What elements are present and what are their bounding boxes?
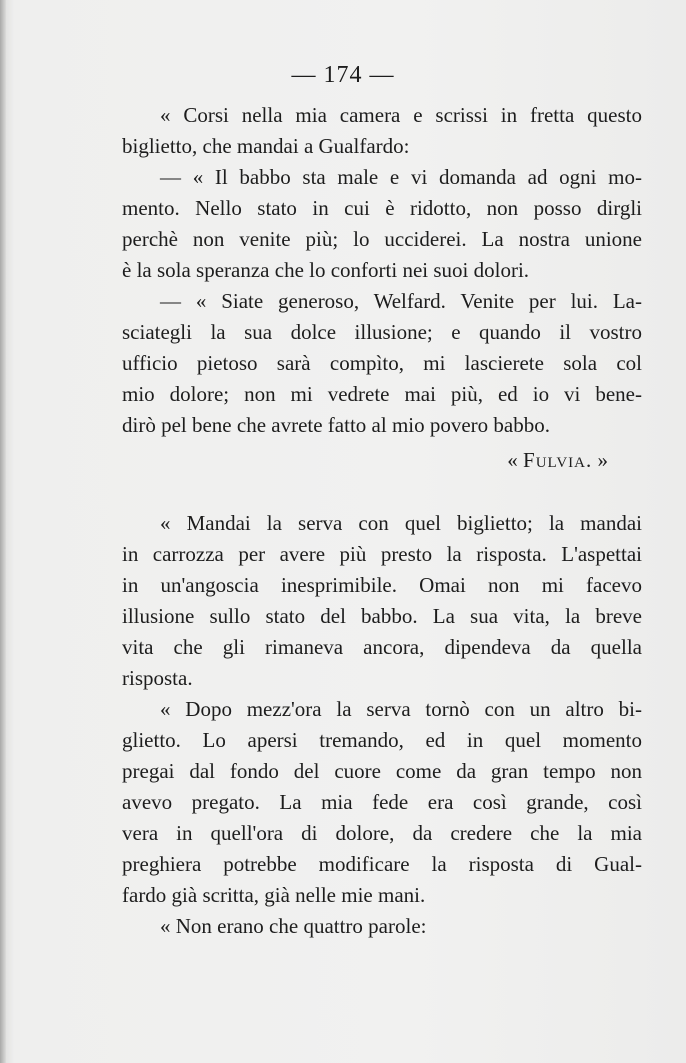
- paragraph-6: [122, 911, 642, 942]
- text-line: preghiera potrebbe modificare la risposta di Gual-: [122, 852, 642, 876]
- paragraph-4: [122, 508, 642, 694]
- text-line: « Mandai la serva con quel biglietto; la mandai: [160, 511, 642, 535]
- text-line: mento. Nello stato in cui è ridotto, non posso dirgli: [122, 196, 642, 220]
- text-line: ufficio pietoso sarà compìto, mi lascierete sola col: [122, 351, 642, 375]
- text-line: illusione sullo stato del babbo. La sua vita, la breve: [122, 604, 642, 628]
- text-line: in carrozza per avere più presto la risposta. L'aspettai: [122, 542, 642, 566]
- paragraph-3: [122, 286, 642, 441]
- text-line: vita che gli rimaneva ancora, dipendeva da quella: [122, 635, 642, 659]
- text-line: mio dolore; non mi vedrete mai più, ed io vi bene-: [122, 382, 642, 406]
- text-line: — « Siate generoso, Welfard. Venite per lui. La-: [160, 289, 642, 313]
- text-line: perchè non venite più; lo ucciderei. La nostra unione: [122, 227, 642, 251]
- paragraph-2: [122, 162, 642, 286]
- signature-open-quote: «: [507, 448, 524, 472]
- section-gap: [122, 476, 642, 508]
- text-line: « Non erano che quattro parole:: [160, 914, 427, 938]
- text-line: avevo pregato. La mia fede era così grande, così: [122, 790, 642, 814]
- text-line: in un'angoscia inesprimibile. Omai non mi facevo: [122, 573, 642, 597]
- text-line: risposta.: [122, 666, 193, 690]
- text-line: glietto. Lo apersi tremando, ed in quel momento: [122, 728, 642, 752]
- signature-name: Fulvia.: [523, 448, 593, 472]
- text-line: — « Il babbo sta male e vi domanda ad ogni mo-: [160, 165, 642, 189]
- text-line: vera in quell'ora di dolore, da credere che la mia: [122, 821, 642, 845]
- text-line: sciategli la sua dolce illusione; e quando il vostro: [122, 320, 642, 344]
- text-line: « Corsi nella mia camera e scrissi in fretta questo: [160, 103, 642, 127]
- signature-close-quote: »: [592, 448, 608, 472]
- text-line: « Dopo mezz'ora la serva tornò con un altro bi-: [160, 697, 642, 721]
- text-line: dirò pel bene che avrete fatto al mio povero babbo.: [122, 413, 550, 437]
- text-line: è la sola speranza che lo conforti nei suoi dolori.: [122, 258, 530, 282]
- text-line: pregai dal fondo del cuore come da gran tempo non: [122, 759, 642, 783]
- text-line: biglietto, che mandai a Gualfardo:: [122, 134, 410, 158]
- page-number: — 174 —: [291, 62, 395, 88]
- paragraph-5: [122, 694, 642, 911]
- page-gutter-edge: [0, 0, 6, 1063]
- paragraph-1: [122, 100, 642, 162]
- letter-signature: [122, 445, 642, 476]
- text-line: fardo già scritta, già nelle mie mani.: [122, 883, 426, 907]
- page-body: [122, 100, 642, 942]
